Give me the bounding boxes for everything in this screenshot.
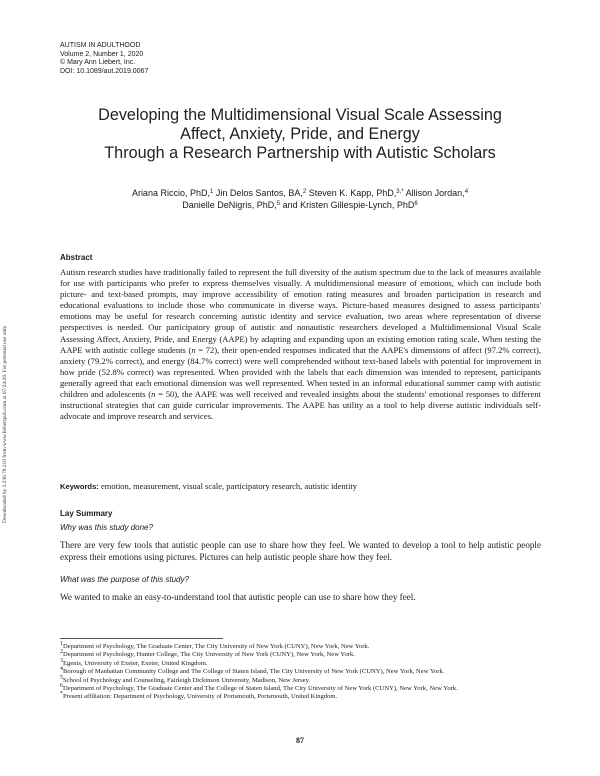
author-affil: 5 [276,201,281,207]
title-line: Developing the Multidimensional Visual Scale Assessing [98,106,502,124]
footnote-text: Egenis, University of Exeter, Exeter, United Kingdom. [63,659,208,667]
author-name[interactable]: Steven K. Kapp, PhD, [308,188,397,198]
article-title [40,106,560,163]
footnote [60,668,541,676]
lay-summary-question: Why was this study done? [60,523,153,532]
lay-summary-question: What was the purpose of this study? [60,575,189,584]
abstract-text: = 50), the AAPE was well received and revealed insights about the students' emotional responses to different instructional strategies that can guide curricular improvements. The AAPE has utility as a tool to help diverse autistic individuals self-advocate and improve research and services. [60,389,542,422]
footnote-mark: * [60,691,63,698]
download-sidenote [2,253,17,523]
author-line [40,187,560,199]
journal-header [60,42,148,76]
sidenote-text: Downloaded by 3.236.78.210 from www.liebertpub.com at 07/24/20. For personal use only. [2,324,8,523]
abstract-body [60,267,541,422]
footnote [60,643,541,651]
footnote-mark: 6 [60,683,63,690]
author-line [40,199,560,211]
author-name[interactable]: Jin Delos Santos, BA, [215,188,303,198]
author-affil: 1 [209,189,214,195]
footnote-mark: 5 [60,674,63,681]
footnote-text: Borough of Manhattan Community College and The College of Staten Island, The City University of New York (CUNY), New York, New York. [63,668,445,676]
footnote [60,651,541,659]
title-line: Affect, Anxiety, Pride, and Energy [180,125,420,143]
author-name[interactable]: Ariana Riccio, PhD, [131,188,210,198]
lay-summary-answer: There are very few tools that autistic people can use to share how they feel. We wanted to develop a tool to help autistic people express their emotions using pictures. Pictures can help autistic people share how they feel. [60,540,541,562]
author-list [40,187,560,211]
title-line: Through a Research Partnership with Autistic Scholars [104,144,496,162]
keywords [60,481,541,492]
footnote-divider [60,638,223,639]
abstract-text: Autism research studies have traditionally failed to represent the full diversity of the autism spectrum due to the lack of measures available for use with participants who prefer to express themselves visually. A multidimensional measure of emotions, which can include both picture- and text-based prompts, may improve accessibility of emotion rating measures and broaden participation in research and educational evaluations to include those who communicate in diverse ways. Picture-based measures designed to assess participants' emotions may be useful for research concerning autistic identity and service evaluation, two areas where representation of diverse perspectives is needed. Our participatory group of autistic and nonautistic researchers developed a Multidimensional Visual Scale Assessing Affect, Anxiety, Pride, and Energy (AAPE) by adapting and expanding upon an existing emotion rating scale. When testing the AAPE with autistic college students ( [60,267,541,355]
affiliation-footnotes [60,643,541,702]
footnote-mark: 2 [60,649,63,656]
footnote-mark: 1 [60,641,63,647]
abstract-n: n [191,344,196,355]
footnote-text: Department of Psychology, The Graduate Center and The College of Staten Island, The City University of New York (CUNY), New York, New York. [63,685,458,693]
author-name[interactable]: and Kristen Gillespie-Lynch, PhD [282,200,415,210]
keywords-text: emotion, measurement, visual scale, participatory research, autistic identity [100,481,358,491]
footnote-text: Department of Psychology, Hunter College, The City University of New York (CUNY), New York, New York. [63,651,355,659]
abstract-text: = 72), their open-ended responses indicated that the AAPE's dimensions of affect (97.2% correct), anxiety (79.2% correct), and energy (84.7% correct) were well comprehended without text-based labels with potential for improvement in how pride (52.8% correct) was represented. When provided with the labels that each dimension was intended to represent, participants generally agreed that each emotional dimension was well represented. When tested in an informal educational summer camp with autistic children and adolescents ( [60,344,541,400]
lay-summary-answer: We wanted to make an easy-to-understand tool that autistic people can use to share how they feel. [60,592,416,602]
footnote-text: School of Psychology and Counseling, Fairleigh Dickinson University, Madison, New Jersey. [63,676,311,684]
footnote [60,657,541,668]
journal-doi[interactable]: DOI: 10.1089/aut.2019.0067 [60,67,149,75]
keywords-label: Keywords: [60,482,99,491]
footnote-text: Present affiliation: Department of Psychology, University of Portsmouth, Portsmouth, United Kingdom. [63,693,338,701]
abstract-n: n [151,389,156,400]
author-affil: 3,* [396,189,404,195]
journal-volume: Volume 2, Number 1, 2020 [60,50,144,58]
author-affil: 6 [414,201,418,207]
footnote [60,685,541,693]
footnote-mark: 3 [60,657,63,664]
footnote [60,674,541,685]
journal-name: AUTISM IN ADULTHOOD [60,42,141,49]
footnote-text: Department of Psychology, The Graduate Center, The City University of New York (CUNY), New York, New York. [63,643,370,650]
journal-copyright: © Mary Ann Liebert, Inc. [60,59,136,67]
footnote-mark: 4 [60,666,63,673]
author-affil: 2 [302,189,307,195]
author-name[interactable]: Danielle DeNigris, PhD, [182,200,277,210]
lay-summary-heading: Lay Summary [60,509,113,518]
author-name[interactable]: Allison Jordan, [405,188,465,198]
footnote [60,693,541,701]
page-number: 87 [296,736,304,745]
abstract-heading: Abstract [60,253,93,262]
author-affil: 4 [464,189,469,195]
